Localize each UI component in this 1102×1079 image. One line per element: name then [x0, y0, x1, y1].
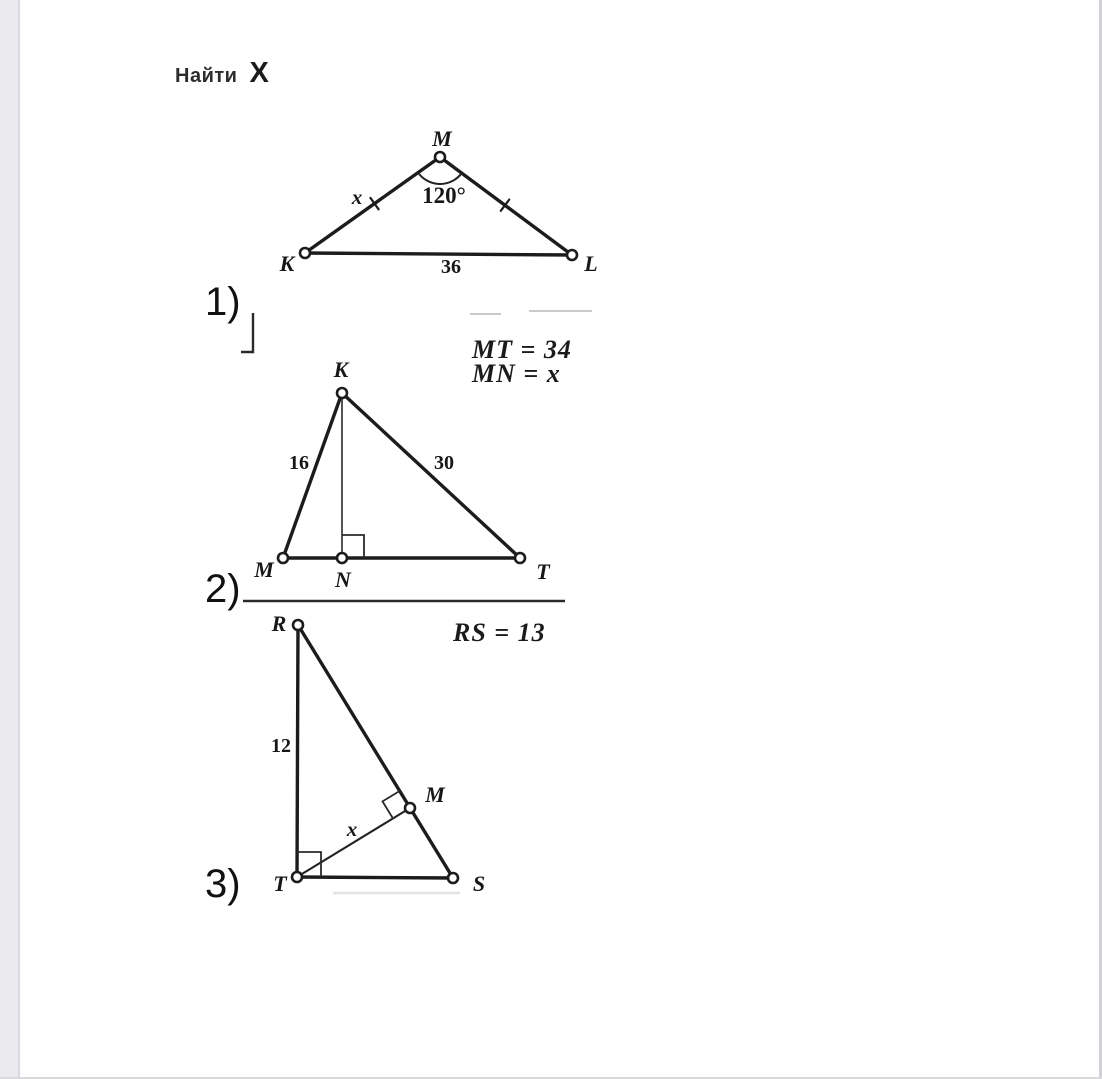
fig1-vertex-M: [435, 152, 445, 162]
fig3-vertex-R: [293, 620, 303, 630]
fig2-label-N: N: [335, 567, 351, 592]
fig1-side-x-label: x: [351, 185, 363, 209]
fig2-side-KT-value: 30: [434, 452, 454, 474]
fig2-given-MN: MN = x: [472, 359, 561, 388]
fig1-label-L: L: [584, 251, 598, 276]
fig3-side-TS: [297, 877, 453, 878]
problem-3-number: 3): [205, 862, 241, 906]
fig3-vertex-M: [405, 803, 415, 813]
problem-2-number: 2): [205, 567, 241, 611]
fig3-side-RS: [298, 625, 453, 878]
fig1-angle-value: 120°: [422, 183, 466, 208]
fig1-side-KM: [305, 157, 440, 253]
fig2-vertex-T: [515, 553, 525, 563]
fig2-label-T: T: [536, 559, 550, 584]
problem-1-number: 1): [205, 280, 241, 324]
fig2-side-KM-value: 16: [289, 452, 309, 474]
fig1-label-M: M: [432, 126, 452, 151]
fig3-segment-x-label: x: [346, 817, 358, 841]
fig3-right-angle-mark-M: [383, 791, 400, 818]
fig1-base-value: 36: [441, 256, 461, 278]
figure-3-triangle-RTS: [271, 611, 546, 896]
fig3-label-R: R: [271, 611, 287, 636]
fig3-label-M: M: [425, 782, 445, 807]
fig2-vertex-N: [337, 553, 347, 563]
title-word: Найти: [175, 65, 238, 87]
corner-bracket-mark: [241, 313, 253, 352]
fig2-label-K: K: [333, 357, 349, 382]
fig1-side-KL: [305, 253, 572, 255]
figure-1-triangle-KML: [279, 126, 598, 278]
title-variable: X: [249, 57, 269, 89]
figure-2-triangle-KMT: [253, 335, 572, 592]
fig2-side-MK: [283, 393, 342, 558]
fig3-given-RS: RS = 13: [453, 618, 546, 647]
fig2-vertex-M: [278, 553, 288, 563]
fig2-vertex-K: [337, 388, 347, 398]
fig3-side-RT: [297, 625, 298, 877]
fig2-side-KT: [342, 393, 520, 558]
fig1-label-K: K: [279, 251, 295, 276]
fig3-label-S: S: [472, 871, 486, 896]
fig1-vertex-L: [567, 250, 577, 260]
fig1-vertex-K: [300, 248, 310, 258]
fig2-given-MT: MT = 34: [472, 335, 572, 364]
fig3-vertex-S: [448, 873, 458, 883]
fig3-vertex-T: [292, 872, 302, 882]
fig2-label-M: M: [254, 557, 274, 582]
fig3-side-RT-value: 12: [271, 735, 291, 757]
fig3-label-T: T: [273, 871, 287, 896]
